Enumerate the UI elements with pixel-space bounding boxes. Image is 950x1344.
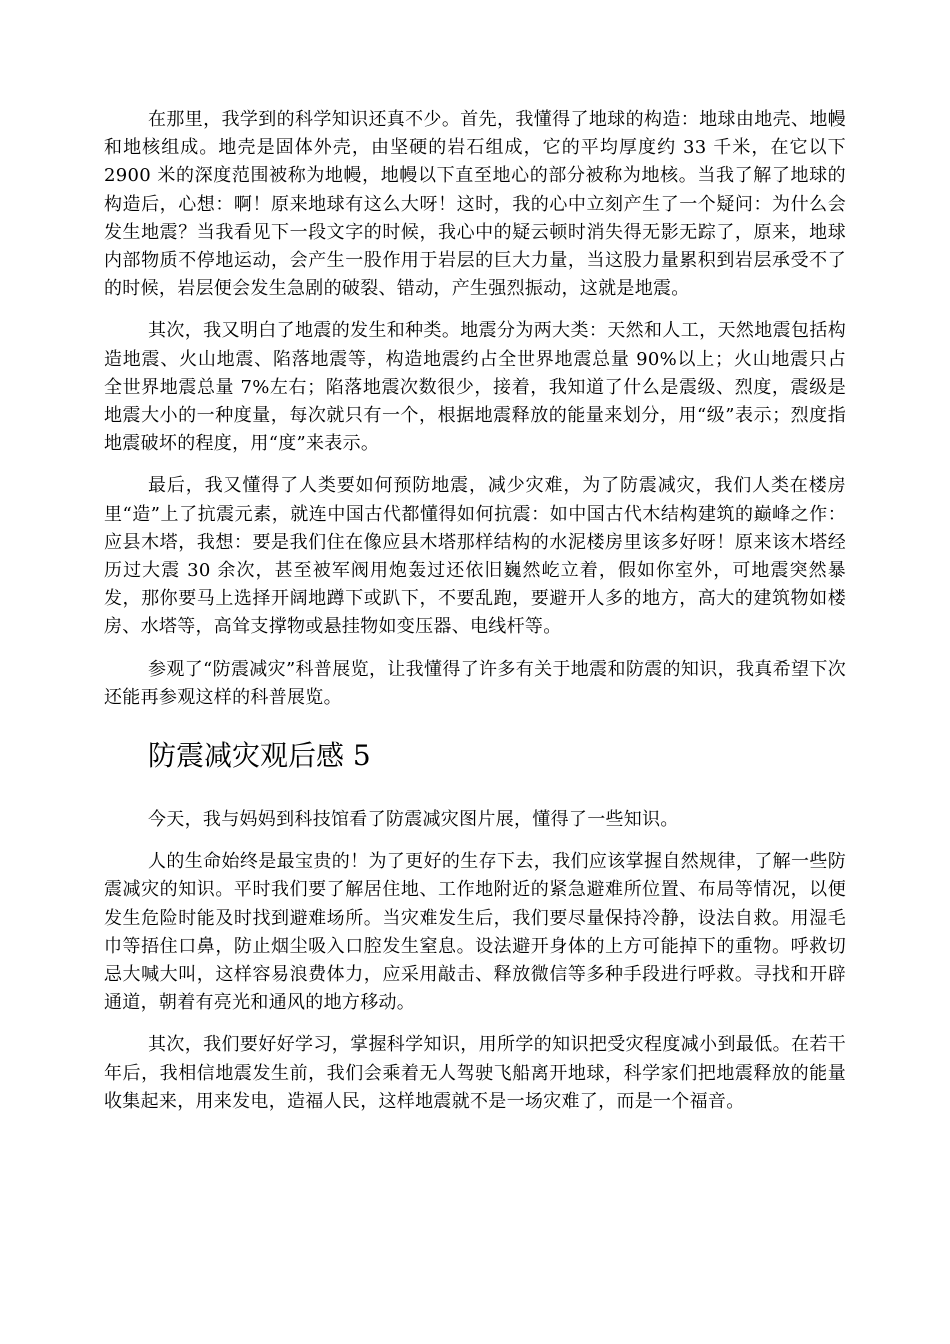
paragraph-exhibition-conclusion: 参观了“防震减灾”科普展览，让我懂得了许多有关于地震和防震的知识，我真希望下次还能再参观这样的科普展览。 xyxy=(104,658,846,708)
paragraph-museum-visit: 今天，我与妈妈到科技馆看了防震减灾图片展，懂得了一些知识。 xyxy=(148,809,679,831)
paragraph-study-science: 其次，我们要好好学习，掌握科学知识，用所学的知识把受灾程度减小到最低。在若干年后，我相信地震发生前，我们会乘着无人驾驶飞船离开地球，科学家们把地震释放的能量收集起来，用来发电，造福人民，这样地震就不是一场灾难了，而是一个福音。 xyxy=(104,1034,846,1112)
document-page xyxy=(104,106,846,1116)
section-heading: 防震减灾观后感 5 xyxy=(148,739,371,773)
paragraph-earthquake-types: 其次，我又明白了地震的发生和种类。地震分为两大类：天然和人工，天然地震包括构造地震、火山地震、陷落地震等，构造地震约占全世界地震总量 90%以上；火山地震只占全世界地震总量 7%左右；陷落地震次数很少，接着，我知道了什么是震级、烈度，震级是地震大小的一种度量，每次就只有一个，根据地震释放的能量来划分，用“级”表示；烈度指地震破坏的程度，用“度”来表示。 xyxy=(104,320,846,455)
paragraph-earth-structure: 在那里，我学到的科学知识还真不少。首先，我懂得了地球的构造：地球由地壳、地幔和地核组成。地壳是固体外壳，由坚硬的岩石组成，它的平均厚度约 33 千米，在它以下 2900 米的深度范围被称为地幔，地幔以下直至地心的部分被称为地核。当我了解了地球的构造后，心想：啊！原来地球有这么大呀！这时，我的心中立刻产生了一个疑问：为什么会发生地震？当我看见下一段文字的时候，我心中的疑云顿时消失得无影无踪了，原来，地球内部物质不停地运动，会产生一股作用于岩层的巨大力量，当这股力量累积到岩层承受不了的时候，岩层便会发生急剧的破裂、错动，产生强烈振动，这就是地震。 xyxy=(104,109,846,300)
paragraph-earthquake-prevention: 最后，我又懂得了人类要如何预防地震，减少灾难，为了防震减灾，我们人类在楼房里“造”上了抗震元素，就连中国古代都懂得如何抗震：如中国古代木结构建筑的巅峰之作：应县木塔，我想：要是我们住在像应县木塔那样结构的水泥楼房里该多好呀！原来该木塔经历过大震 30 余次，甚至被军阀用炮轰过还依旧巍然屹立着，假如你室外，可地震突然暴发，那你要马上选择开阔地蹲下或趴下，不要乱跑，要避开人多的地方，高大的建筑物如楼房、水塔等，高耸支撑物或悬挂物如变压器、电线杆等。 xyxy=(104,475,846,638)
paragraph-life-precious: 人的生命始终是最宝贵的！为了更好的生存下去，我们应该掌握自然规律，了解一些防震减灾的知识。平时我们要了解居住地、工作地附近的紧急避难所位置、布局等情况，以便发生危险时能及时找到避难场所。当灾难发生后，我们要尽量保持冷静，设法自救。用湿毛巾等捂住口鼻，防止烟尘吸入口腔发生窒息。设法避开身体的上方可能掉下的重物。呼救切忌大喊大叫，这样容易浪费体力，应采用敲击、释放微信等多种手段进行呼救。寻找和开辟通道，朝着有亮光和通风的地方移动。 xyxy=(104,851,846,1014)
